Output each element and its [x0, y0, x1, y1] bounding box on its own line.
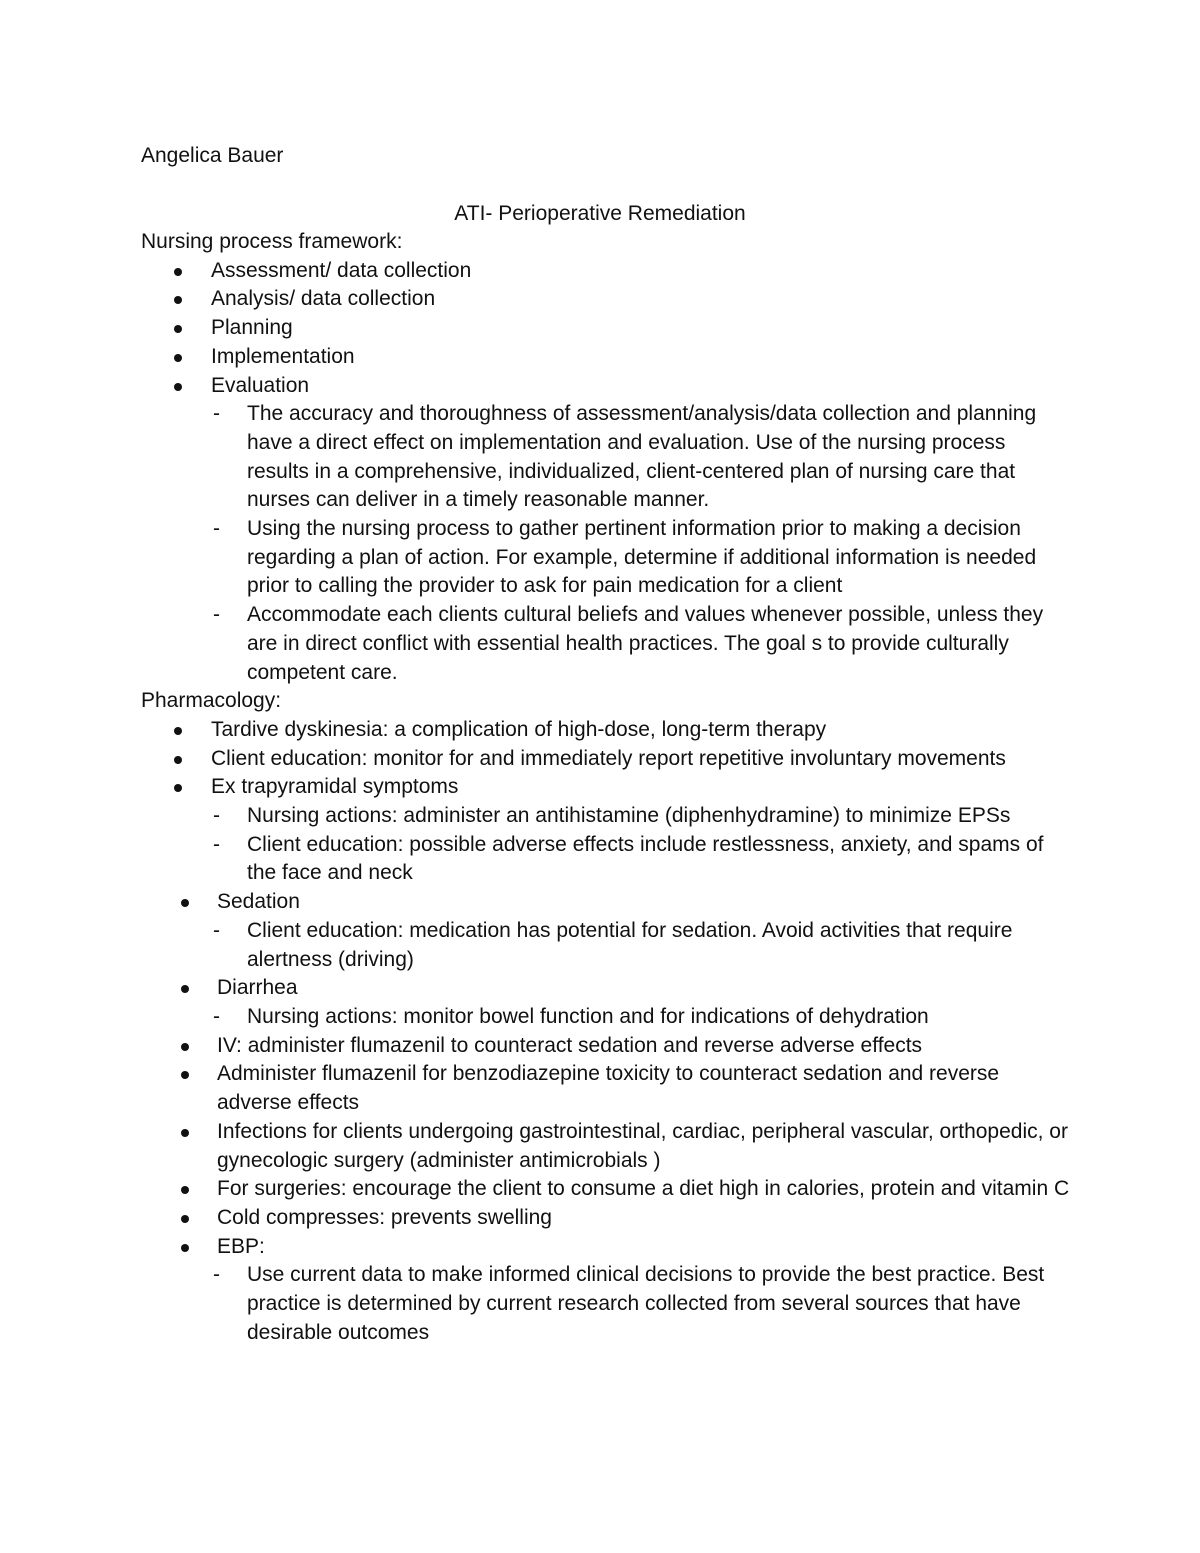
section-heading-pharmacology: Pharmacology: — [141, 689, 282, 713]
bullet-icon — [181, 1071, 189, 1079]
list-item-text: Assessment/ data collection — [211, 258, 472, 282]
dash-icon: - — [213, 402, 220, 426]
list-item — [141, 1118, 1071, 1175]
sub-item — [141, 1003, 1071, 1032]
bullet-icon — [174, 325, 182, 333]
document-body — [141, 228, 1071, 1347]
sub-item — [141, 802, 1071, 831]
list-item-text: IV: administer flumazenil to counteract sedation and reverse adverse effects — [217, 1033, 923, 1057]
dash-icon: - — [213, 1004, 220, 1028]
sub-item-text: Client education: possible adverse effects include restlessness, anxiety, and spams of the face and neck — [247, 832, 1044, 885]
sub-item-text: Nursing actions: monitor bowel function and for indications of dehydration — [247, 1004, 929, 1028]
list-item — [141, 1032, 1071, 1061]
list-item — [141, 257, 1071, 286]
bullet-icon — [181, 985, 189, 993]
list-item-text: EBP: — [217, 1234, 265, 1258]
list-item — [141, 1204, 1071, 1233]
dash-icon: - — [213, 832, 220, 856]
list-item — [141, 716, 1071, 745]
list-item-text: Sedation — [217, 890, 300, 914]
diarrhea-notes — [213, 1003, 1071, 1032]
list-item-text: Implementation — [211, 344, 355, 368]
list-item — [141, 314, 1071, 343]
sub-item — [141, 515, 1071, 601]
bullet-icon — [181, 1244, 189, 1252]
list-item — [141, 372, 1071, 688]
list-item — [141, 745, 1071, 774]
bullet-icon — [181, 1129, 189, 1137]
list-item-text: Client education: monitor for and immediately report repetitive involuntary movements — [211, 746, 1006, 770]
list-item-text: Tardive dyskinesia: a complication of high-dose, long-term therapy — [211, 717, 827, 741]
list-item — [141, 285, 1071, 314]
bullet-icon — [174, 756, 182, 764]
list-item-text: Diarrhea — [217, 976, 298, 1000]
bullet-icon — [174, 383, 182, 391]
list-item-text: Analysis/ data collection — [211, 287, 436, 311]
list-item — [141, 773, 1071, 888]
list-item-text: Evaluation — [211, 373, 310, 397]
sub-item-text: Using the nursing process to gather pertinent information prior to making a decision regarding a plan of action. For example, determine if additional information is needed prior to calling the provider to ask for pain medication for a client — [247, 517, 1037, 598]
section-heading-nursing-process: Nursing process framework: — [141, 230, 403, 253]
eps-notes — [211, 802, 1071, 888]
bullet-icon — [181, 1043, 189, 1051]
nursing-process-list — [141, 257, 1071, 688]
sub-item — [141, 400, 1071, 515]
sub-item — [141, 917, 1071, 974]
list-item-text: Planning — [211, 316, 293, 340]
dash-icon: - — [213, 517, 220, 541]
list-item — [141, 1175, 1071, 1204]
sub-item-text: Nursing actions: administer an antihistamine (diphenhydramine) to minimize EPSs — [247, 804, 1011, 828]
bullet-icon — [174, 296, 182, 304]
bullet-icon — [174, 268, 182, 276]
sub-item-text: Client education: medication has potential for sedation. Avoid activities that require alertness (driving) — [247, 918, 1013, 971]
list-item — [141, 1233, 1071, 1348]
dash-icon: - — [213, 804, 220, 828]
bullet-icon — [174, 354, 182, 362]
list-item-text: Cold compresses: prevents swelling — [217, 1205, 552, 1229]
list-item — [141, 343, 1071, 372]
list-item-text: Ex trapyramidal symptoms — [211, 775, 459, 799]
sub-item — [141, 601, 1071, 687]
dash-icon: - — [213, 603, 220, 627]
pharmacology-list — [141, 716, 1071, 1347]
sub-item-text: Accommodate each clients cultural beliefs and values whenever possible, unless they are in direct conflict with essential health practices. The goal s to provide culturally competent care. — [247, 603, 1044, 684]
sub-item — [141, 831, 1071, 888]
sedation-notes — [213, 917, 1071, 974]
list-item — [141, 974, 1071, 1031]
evaluation-notes — [211, 400, 1071, 687]
dash-icon: - — [213, 918, 220, 942]
ebp-notes — [213, 1261, 1071, 1347]
author-name: Angelica Bauer — [141, 144, 284, 167]
sub-item — [141, 1261, 1071, 1347]
document-title: ATI- Perioperative Remediation — [454, 202, 746, 225]
bullet-icon — [174, 727, 182, 735]
bullet-icon — [174, 784, 182, 792]
list-item-text: Infections for clients undergoing gastrointestinal, cardiac, peripheral vascular, orthopedic, or gynecologic surgery (administer antimicrobials ) — [217, 1119, 1068, 1172]
list-item — [141, 888, 1071, 974]
list-item-text: For surgeries: encourage the client to consume a diet high in calories, protein and vitamin C — [217, 1177, 1070, 1201]
list-item — [141, 1060, 1071, 1117]
bullet-icon — [181, 899, 189, 907]
bullet-icon — [181, 1186, 189, 1194]
sub-item-text: Use current data to make informed clinical decisions to provide the best practice. Best practice is determined by current research collected from several sources that have desirable outcomes — [247, 1263, 1045, 1344]
bullet-icon — [181, 1215, 189, 1223]
list-item-text: Administer flumazenil for benzodiazepine toxicity to counteract sedation and reverse adverse effects — [217, 1062, 1000, 1115]
sub-item-text: The accuracy and thoroughness of assessment/analysis/data collection and planning have a direct effect on implementation and evaluation. Use of the nursing process results in a comprehensive, individualized, client-centered plan of nursing care that nurses can deliver in a timely reasonable manner. — [247, 402, 1037, 512]
dash-icon: - — [213, 1263, 220, 1287]
